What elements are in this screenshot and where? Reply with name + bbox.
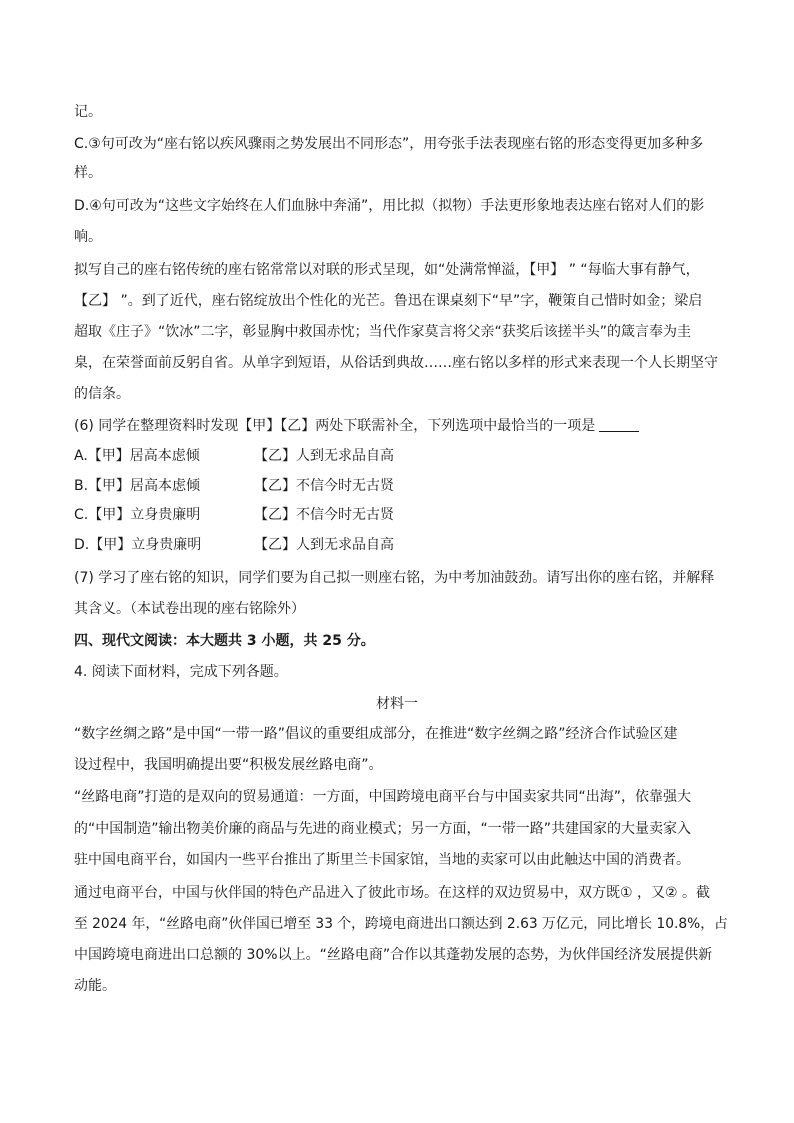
option-c-line: C.③句可改为“座右铭以疾风骤雨之势发展出不同形态”，用夸张手法表现座右铭的形态变得更加多种多 [74,136,704,152]
option-d-left: D.【甲】立身贵廉明 [74,537,202,553]
passage-line: 的信条。 [74,386,130,402]
option-d-right: 【乙】人到无求品自高 [254,537,394,553]
option-b [74,477,394,495]
option-c-left: C.【甲】立身贵廉明 [74,507,201,523]
question-7-line: (7) 学习了座右铭的知识，同学们要为自己拟一则座右铭，为中考加油鼓劲。请写出你的座右铭，并解释 [74,570,715,586]
material-line: “数字丝绸之路”是中国“一带一路”倡议的重要组成部分，在推进“数字丝绸之路”经济合作试验区建 [74,726,678,742]
text-line: 样。 [74,165,102,181]
option-a-left: A.【甲】居高本虑倾 [74,448,200,464]
passage-line: 超取《庄子》“饮冰”二字，彰显胸中救国赤忱；当代作家莫言将父亲“获奖后该搓半头”的箴言奉为圭 [74,324,692,340]
answer-blank[interactable] [599,417,639,432]
material-line: 中国跨境电商进出口总额的 30%以上。“丝路电商”合作以其蓬勃发展的态势，为伙伴国经济发展提供新 [74,947,713,963]
option-a [74,447,394,465]
option-c [74,506,394,524]
passage-line: 拟写自己的座右铭传统的座右铭常常以对联的形式呈现，如“处满常惮溢，【甲】 ” “每临大事有静气， [74,262,700,278]
passage-line: 【乙】 ”。到了近代，座右铭绽放出个性化的光芒。鲁迅在课桌刻下“早”字，鞭策自己惜时如金；梁启 [74,293,703,309]
option-a-right: 【乙】人到无求品自高 [254,448,394,464]
material-line: 动能。 [74,978,116,994]
question-6-stem [74,417,639,435]
material-line: “丝路电商”打造的是双向的贸易通道：一方面，中国跨境电商平台与中国卖家共同“出海”，依靠强大 [74,789,692,805]
material-line: 的“中国制造”输出物美价廉的商品与先进的商业模式；另一方面，“一带一路”共建国家的大量卖家入 [74,821,692,837]
question-7-line: 其含义。（本试卷出现的座右铭除外） [74,601,305,617]
option-b-left: B.【甲】居高本虑倾 [74,478,201,494]
material-line: 设过程中，我国明确提出要“积极发展丝路电商”。 [74,757,383,773]
option-d [74,536,394,554]
option-c-right: 【乙】不信今时无古贤 [254,507,394,523]
text-line: 响。 [74,229,102,245]
material-line: 驻中国电商平台，如国内一些平台推出了斯里兰卡国家馆，当地的卖家可以由此触达中国的消费者。 [74,852,690,868]
question-6-text: (6) 同学在整理资料时发现【甲】【乙】两处下联需补全，下列选项中最恰当的一项是 [74,418,596,434]
material-line: 至 2024 年，“丝路电商”伙伴国已增至 33 个，跨境电商进出口额达到 2.63 万亿元，同比增长 10.8%，占 [74,916,728,932]
text-line: 记。 [74,104,102,120]
material-line: 通过电商平台，中国与伙伴国的特色产品进入了彼此市场。在这样的双边贸易中，双方既① ，又② 。截 [74,885,710,901]
option-b-right: 【乙】不信今时无古贤 [254,478,394,494]
passage-line: 臬，在荣誉面前反躬自省。从单字到短语，从俗话到典故……座右铭以多样的形式来表现一个人长期坚守 [74,355,718,371]
question-4-stem: 4. 阅读下面材料，完成下列各题。 [74,664,288,680]
material-title: 材料一 [376,696,418,712]
option-d-line: D.④句可改为“这些文字始终在人们血脉中奔涌”，用比拟（拟物）手法更形象地表达座右铭对人们的影 [74,198,705,214]
section-heading: 四、现代文阅读：本大题共 3 小题，共 25 分。 [74,633,375,649]
